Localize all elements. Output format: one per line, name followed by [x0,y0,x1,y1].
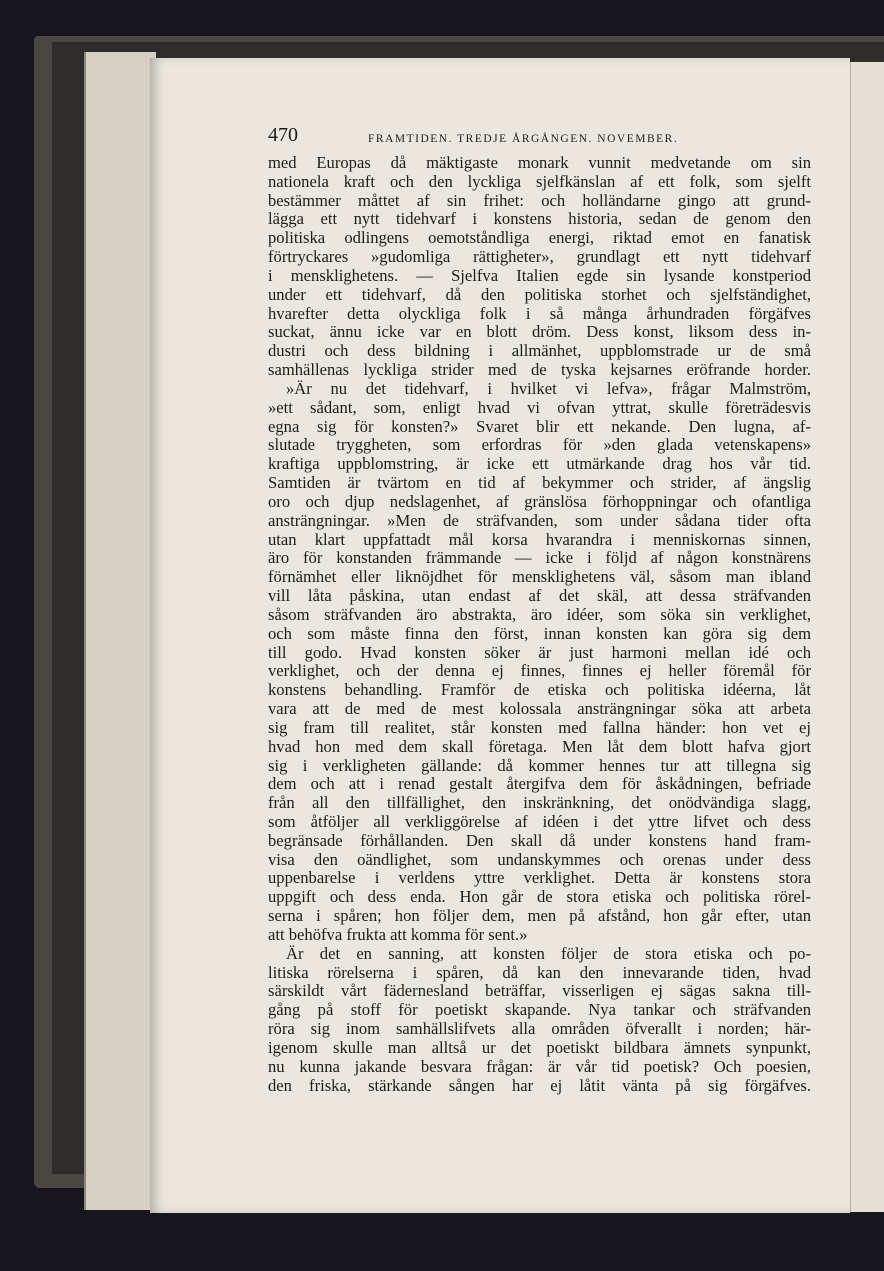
text-line: dem och att i renad gestalt återgifva dem för åskådningen, befriade [268,774,811,794]
text-line: ansträngningar. »Men de sträfvanden, som under sådana tider ofta [268,510,811,530]
text-line: Är det en sanning, att konsten följer de stora etiska och po- [286,943,811,963]
text-line: vill låta påskina, utan endast af det skäl, att dessa sträfvanden [268,586,811,606]
page-edges [84,52,156,1210]
text-line: röra sig inom samhällslifvets alla områden öfverallt i norden; här- [268,1019,811,1039]
text-line: utan klart uppfattadt mål korsa hvarandra i menniskornas sinnen, [268,529,811,549]
text-line: sig i verkligheten gällande: då kommer hennes tur att tillegna sig [268,755,811,775]
text-line: förnämhet eller liknöjdhet för mensklighetens väl, såsom man ibland [268,567,811,587]
text-line: Samtiden är tvärtom en tid af bekymmer och strider, af ängslig [268,473,811,493]
text-line: »ett sådant, som, enligt hvad vi ofvan yttrat, skulle företrädesvis [268,397,811,417]
text-line: till godo. Hvad konsten söker är just harmoni mellan idé och [268,642,811,662]
page-text [268,124,811,1095]
text-line: den friska, stärkande sången har ej låtit vänta på sig förgäfves. [268,1075,811,1095]
text-line: från all den tillfällighet, den inskränkning, det onödvändiga slagg, [268,793,811,813]
text-line: uppenbarelse i verldens yttre verklighet. Detta är konstens stora [268,868,811,888]
text-line: visa den oändlighet, som undanskymmes och orenas under dess [268,849,811,869]
text-line: gång på stoff för poetiskt skapande. Nya tankar och sträfvanden [268,1000,811,1020]
text-line: verklighet, och der denna ej finnes, finnes ej heller föremål för [268,661,811,681]
text-line: uppgift och dess enda. Hon går de stora etiska och politiska rörel- [268,887,811,907]
text-line: suckat, ännu icke var en blott dröm. Dess konst, liksom dess in- [268,322,811,342]
text-line: under ett tidehvarf, då den politiska storhet och sjelfständighet, [268,284,811,304]
text-line: »Är nu det tidehvarf, i hvilket vi lefva», frågar Malmström, [286,378,811,398]
text-line: hvad hon med dem skall företaga. Men låt dem blott hafva gjort [268,736,811,756]
text-line: som åtföljer all verkliggörelse af idéen i det yttre lifvet och dess [268,811,811,831]
text-line: i mensklighetens. — Sjelfva Italien egde sin lysande konstperiod [268,265,811,285]
facing-page-edge [850,62,884,1212]
text-line: nationela kraft och den lyckliga sjelfkänslan af ett folk, som sjelft [268,171,811,191]
text-line: dustri och dess bildning i allmänhet, uppblomstrade ur de små [268,341,811,361]
text-line: litiska rörelserna i spåren, då kan den innevarande tiden, hvad [268,962,811,982]
text-line: äro för konstanden främmande — icke i följd af någon konstnärens [268,548,811,568]
text-line: politiska odlingens oemotståndliga energi, riktad emot en fanatisk [268,228,811,248]
page-number: 470 [268,124,298,146]
text-line: och som måste finna den först, innan konsten kan göra sig dem [268,623,811,643]
text-line: slutade tryggheten, som erfordras för »den glada vetenskapens» [268,435,811,455]
text-line: hvarefter detta olyckliga folk i så många århundraden förgäfves [268,303,811,323]
text-line: igenom skulle man alltså ur det poetiskt bildbara ämnets synpunkt, [268,1037,811,1057]
text-line: bestämmer måttet af sin frihet: och holländarne gingo att grund- [268,190,811,210]
text-line: serna i spåren; hon följer dem, men på afstånd, hon går efter, utan [268,906,811,926]
text-line: kraftiga uppblomstring, är icke ett utmärkande drag hos vår tid. [268,454,811,474]
page-header [268,124,811,154]
body-text [268,154,811,1095]
text-line: egna sig för konsten?» Svaret blir ett nekande. Den lugna, af- [268,416,811,436]
running-head: FRAMTIDEN. TREDJE ÅRGÅNGEN. NOVEMBER. [368,133,679,145]
text-line: förtryckares »gudomliga rättigheter», grundlagt ett nytt tidehvarf [268,247,811,267]
text-line: samhällenas lyckliga strider med de tyska kejsarnes eröfrande horder. [268,360,811,380]
text-line: lägga ett nytt tidehvarf i konstens historia, sedan de genom den [268,209,811,229]
text-line: konstens behandling. Framför de etiska och politiska idéerna, låt [268,680,811,700]
text-line: med Europas då mäktigaste monark vunnit medvetande om sin [268,153,811,172]
text-line: sig fram till realitet, står konsten med fallna händer: hon vet ej [268,717,811,737]
text-line: vara att de med de mest kolossala ansträngningar söka att arbeta [268,699,811,719]
text-line: nu kunna jakande besvara frågan: är vår tid poetisk? Och poesien, [268,1056,811,1076]
text-line: särskildt vårt fädernesland beträffar, visserligen ej sägas sakna till- [268,981,811,1001]
text-line: begränsade förhållanden. Den skall då under konstens hand fram- [268,830,811,850]
text-line: att behöfva frukta att komma för sent.» [268,924,528,944]
text-line: såsom sträfvanden äro abstrakta, äro idéer, som söka sin verklighet, [268,604,811,624]
text-line: oro och djup nedslagenhet, af gränslösa förhoppningar och ofantliga [268,491,811,511]
